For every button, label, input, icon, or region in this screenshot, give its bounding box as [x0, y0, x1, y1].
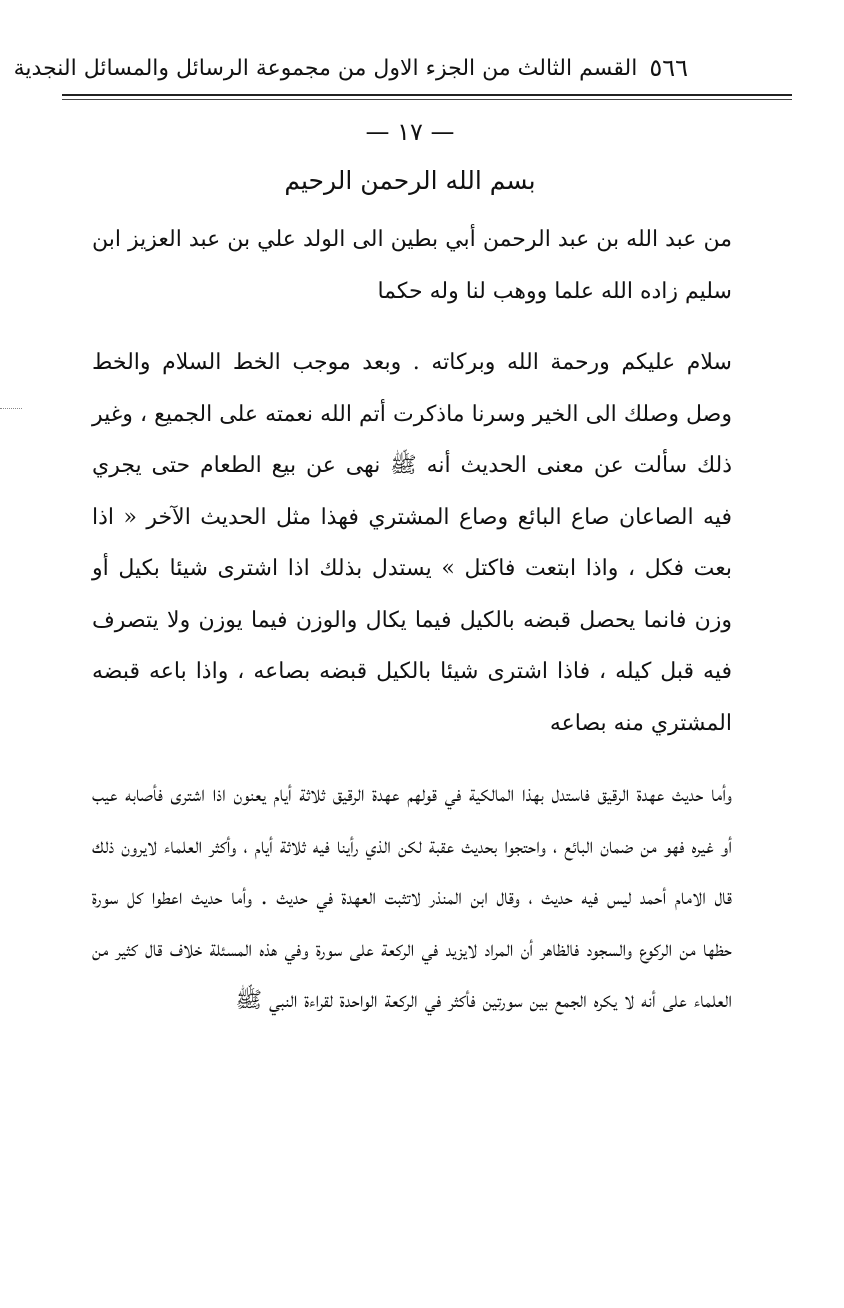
header-rule-thin [62, 99, 792, 100]
body-text [92, 214, 732, 1027]
paragraph-slave-warranty: وأما حديث عهدة الرقيق فاستدل بهذا المالكية في قولهم عهدة الرقيق ثلاثة أيام يعنون اذا اشترى فأصابه عيب أو غيره فهو من ضمان البائع ، واحتجوا بحديث عقبة لكن الذي رأينا فيه ثلاثة أيام ، وأكثر العلماء لايرون ذلك قال الامام أحمد ليس فيه حديث ، وقال ابن المنذر لاتثبت العهدة في حديث . وأما حديث اعطوا كل سورة حظها من الركوع والسجود فالظاهر أن المراد لايزيد في الركعة على سورة وفي هذه المسئلة خلاف قال كثير من العلماء على أنه لا يكره الجمع بين سورتين فأكثر في الركعة الواحدة لقراءة النبي ﷺ [92, 782, 733, 1013]
basmala: بسم الله الرحمن الرحيم [284, 166, 536, 195]
margin-mark [0, 408, 22, 409]
paragraph-sale-hadith: سلام عليكم ورحمة الله وبركاته . وبعد موجب الخط السلام والخط وصل وصلك الى الخير وسرنا ماذكرت أتم الله نعمته على الجميع ، وغير ذلك سألت عن معنى الحديث أنه ﷺ نهى عن بيع الطعام حتى يجري فيه الصاعان صاع البائع وصاع المشتري فهذا مثل الحديث الآخر « اذا بعت فكل ، واذا ابتعت فاكتل » يستدل بذلك اذا اشترى شيئا بكيل أو وزن فانما يحصل قبضه بالكيل فيما يكال والوزن فيما يوزن ولا يتصرف فيه قبل كيله ، فاذا اشترى شيئا بالكيل قبضه بصاعه ، واذا باعه قبضه المشتري منه بصاعه [92, 350, 732, 736]
running-header [13, 48, 688, 88]
header-title: القسم الثالث من الجزء الاول من مجموعة الرسائل والمسائل النجدية [13, 55, 638, 81]
section-number: — ١٧ — [365, 118, 455, 146]
header-rule [62, 94, 792, 96]
page-number: ٥٦٦ [649, 54, 688, 82]
paragraph-salutation: من عبد الله بن عبد الرحمن أبي بطين الى الولد علي بن عبد العزيز ابن سليم زاده الله علما ووهب لنا وله حكما [92, 227, 732, 304]
